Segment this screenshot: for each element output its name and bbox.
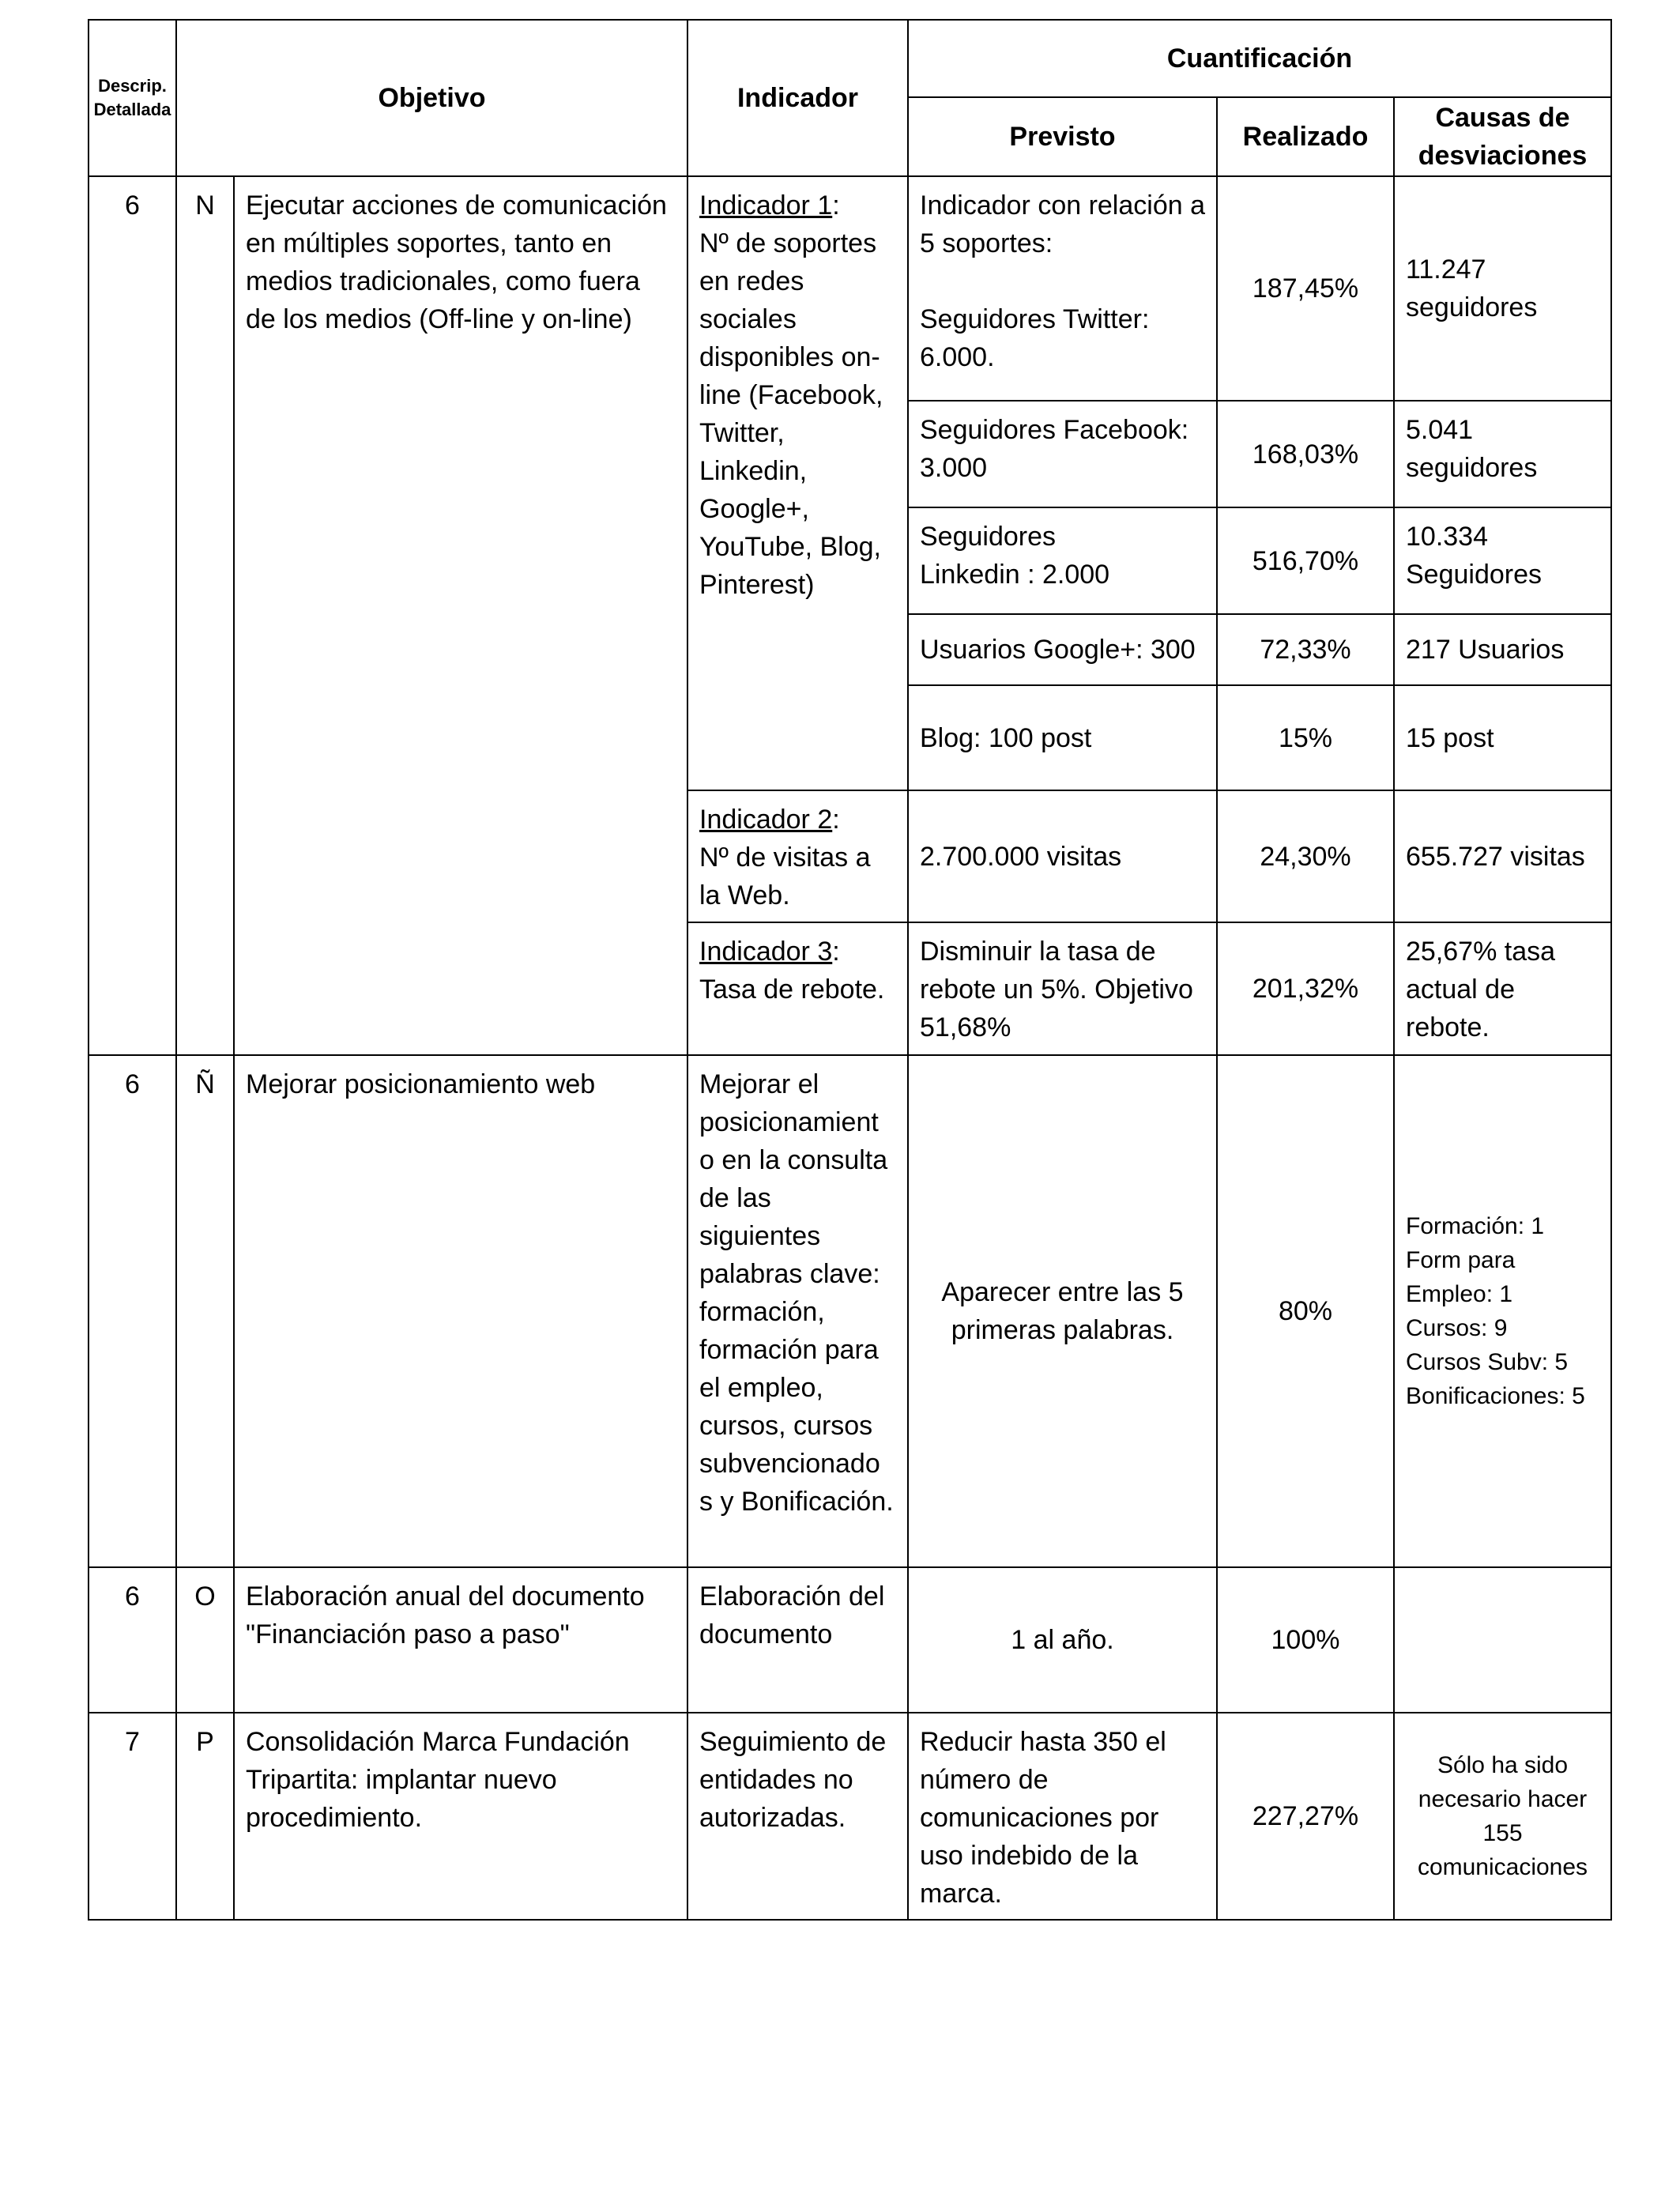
cell-previsto: Indicador con relación a 5 soportes: Seguidores Twitter: 6.000. xyxy=(908,176,1217,401)
header-previsto: Previsto xyxy=(908,97,1217,176)
row-letter: P xyxy=(176,1713,234,1920)
cell-previsto: Seguidores Facebook: 3.000 xyxy=(908,401,1217,507)
row-num: 6 xyxy=(89,176,176,1055)
row-indicador: Mejorar el posicionamient o en la consulta de las siguientes palabras clave: formación, formación para el empleo, cursos, cursos subvencionado s y Bonificación. xyxy=(687,1055,908,1567)
header-causas: Causas de desviaciones xyxy=(1394,97,1611,176)
cell-previsto: Disminuir la tasa de rebote un 5%. Objetivo 51,68% xyxy=(908,922,1217,1055)
header-cuantificacion: Cuantificación xyxy=(908,20,1611,97)
cell-previsto: 2.700.000 visitas xyxy=(908,790,1217,922)
cell-causas: 25,67% tasa actual de rebote. xyxy=(1394,922,1611,1055)
header-indicador: Indicador xyxy=(687,20,908,176)
cell-causas: Formación: 1 Form para Empleo: 1 Cursos: 9 Cursos Subv: 5 Bonificaciones: 5 xyxy=(1394,1055,1611,1567)
cell-causas: 11.247 seguidores xyxy=(1394,176,1611,401)
cell-causas xyxy=(1394,1567,1611,1713)
cell-previsto: 1 al año. xyxy=(908,1567,1217,1713)
cell-realizado: 100% xyxy=(1217,1567,1394,1713)
cell-causas: 15 post xyxy=(1394,685,1611,790)
cell-realizado: 227,27% xyxy=(1217,1713,1394,1920)
cell-realizado: 24,30% xyxy=(1217,790,1394,922)
row-indicador: Indicador 1: Nº de soportes en redes sociales disponibles on-line (Facebook, Twitter, Linkedin, Google+, YouTube, Blog, Pinterest) xyxy=(687,176,908,790)
cell-previsto: Reducir hasta 350 el número de comunicaciones por uso indebido de la marca. xyxy=(908,1713,1217,1920)
indicator-title: Indicador 2 xyxy=(699,805,833,835)
row-num: 6 xyxy=(89,1567,176,1713)
row-indicador: Indicador 3: Tasa de rebote. xyxy=(687,922,908,1055)
cell-previsto: Aparecer entre las 5 primeras palabras. xyxy=(908,1055,1217,1567)
row-indicador: Indicador 2: Nº de visitas a la Web. xyxy=(687,790,908,922)
row-num: 6 xyxy=(89,1055,176,1567)
row-letter: Ñ xyxy=(176,1055,234,1567)
indicator-text: Nº de visitas a la Web. xyxy=(699,843,871,910)
row-indicador: Elaboración del documento xyxy=(687,1567,908,1713)
indicator-title: Indicador 1 xyxy=(699,190,833,221)
row-objetivo: Mejorar posicionamiento web xyxy=(234,1055,687,1567)
cell-realizado: 187,45% xyxy=(1217,176,1394,401)
cell-realizado: 72,33% xyxy=(1217,614,1394,685)
cell-previsto: Blog: 100 post xyxy=(908,685,1217,790)
row-objetivo: Ejecutar acciones de comunicación en múltiples soportes, tanto en medios tradicionales, como fuera de los medios (Off-line y on-line) xyxy=(234,176,687,1055)
cell-realizado: 201,32% xyxy=(1217,922,1394,1055)
table-row xyxy=(89,176,1611,401)
header-realizado: Realizado xyxy=(1217,97,1394,176)
row-letter: O xyxy=(176,1567,234,1713)
cell-causas: 655.727 visitas xyxy=(1394,790,1611,922)
cell-previsto: Seguidores Linkedin : 2.000 xyxy=(908,507,1217,614)
objectives-table xyxy=(88,19,1612,1921)
header-descrip: Descrip. Detallada xyxy=(89,20,176,176)
cell-causas: Sólo ha sido necesario hacer 155 comunicaciones xyxy=(1394,1713,1611,1920)
indicator-text: Tasa de rebote. xyxy=(699,974,885,1005)
cell-causas: 5.041 seguidores xyxy=(1394,401,1611,507)
cell-realizado: 15% xyxy=(1217,685,1394,790)
row-indicador: Seguimiento de entidades no autorizadas. xyxy=(687,1713,908,1920)
cell-realizado: 516,70% xyxy=(1217,507,1394,614)
cell-realizado: 168,03% xyxy=(1217,401,1394,507)
row-objetivo: Consolidación Marca Fundación Tripartita: implantar nuevo procedimiento. xyxy=(234,1713,687,1920)
table-row xyxy=(89,1567,1611,1713)
cell-realizado: 80% xyxy=(1217,1055,1394,1567)
table-row xyxy=(89,1055,1611,1567)
row-letter: N xyxy=(176,176,234,1055)
header-objetivo: Objetivo xyxy=(176,20,687,176)
cell-causas: 217 Usuarios xyxy=(1394,614,1611,685)
cell-causas: 10.334 Seguidores xyxy=(1394,507,1611,614)
indicator-title: Indicador 3 xyxy=(699,937,833,967)
row-objetivo: Elaboración anual del documento "Financiación paso a paso" xyxy=(234,1567,687,1713)
row-num: 7 xyxy=(89,1713,176,1920)
table-row xyxy=(89,1713,1611,1920)
indicator-text: Nº de soportes en redes sociales disponibles on-line (Facebook, Twitter, Linkedin, Google+, YouTube, Blog, Pinterest) xyxy=(699,228,883,600)
cell-previsto: Usuarios Google+: 300 xyxy=(908,614,1217,685)
